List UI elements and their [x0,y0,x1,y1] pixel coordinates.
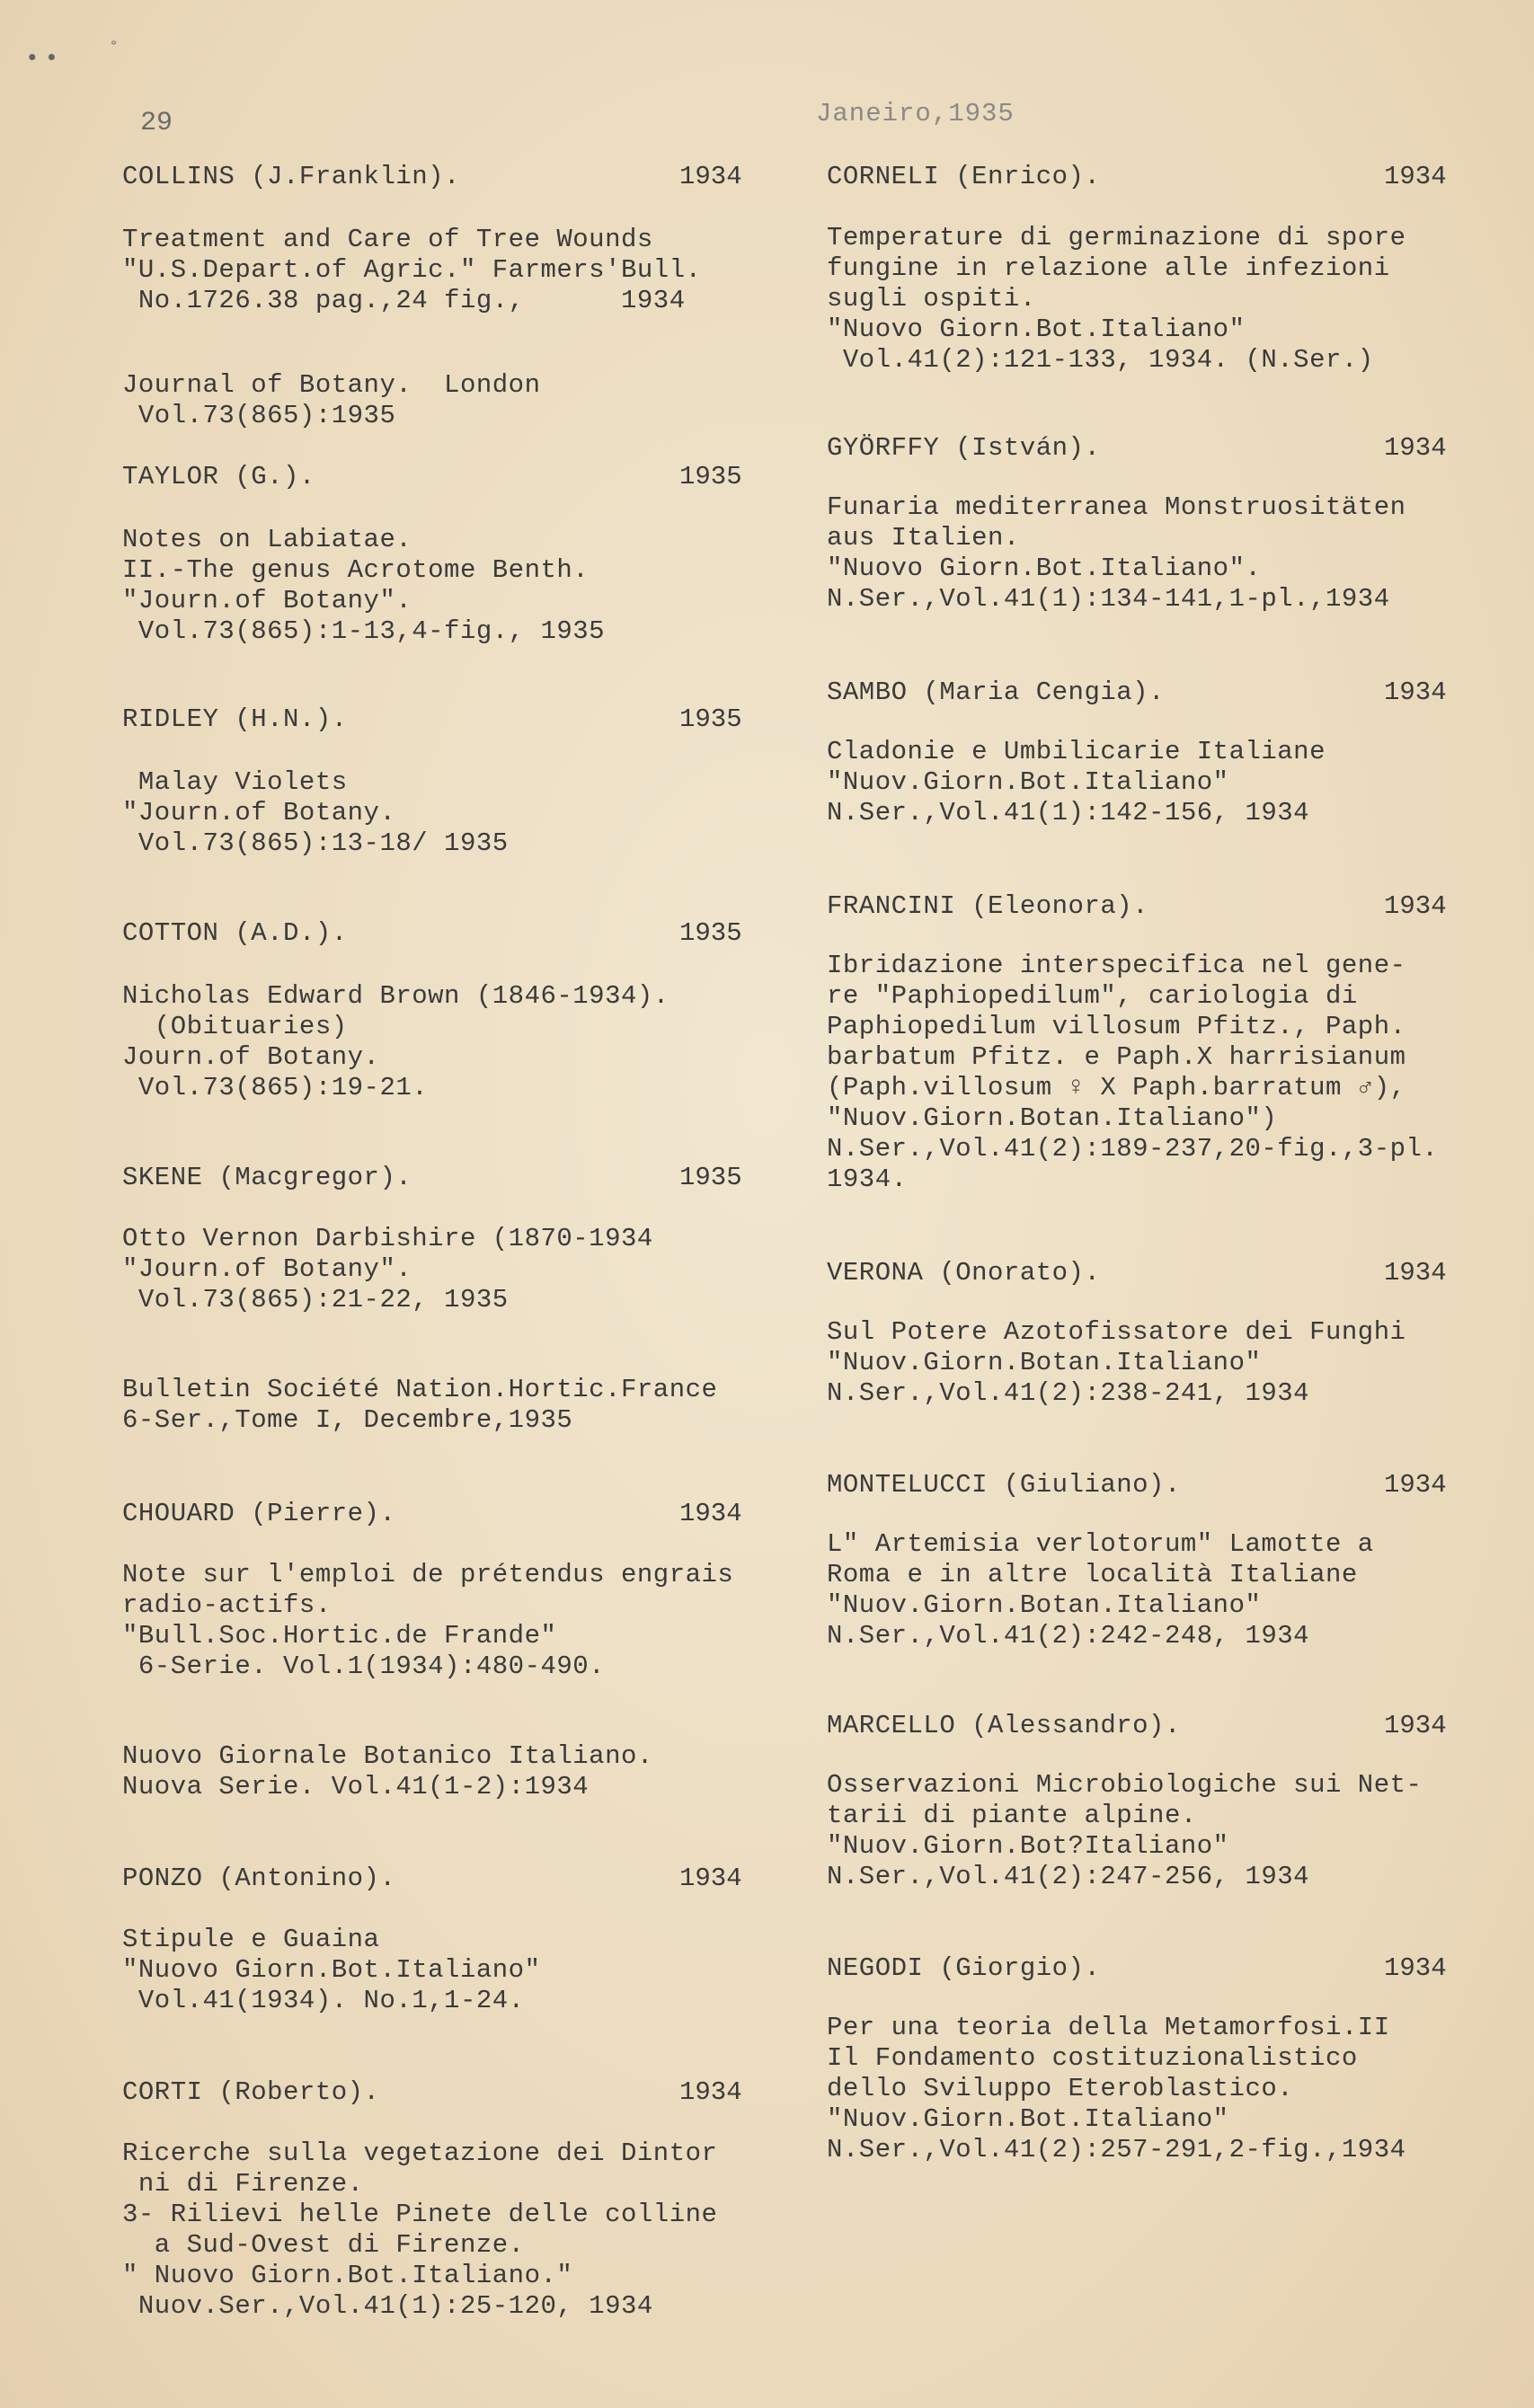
entry-text-line: "Bull.Soc.Hortic.de Frande" [122,1621,557,1651]
entry-text-line: "Nuov.Giorn.Bot.Italiano" [827,2104,1229,2134]
entry-author: SKENE (Macgregor). [122,1163,412,1192]
entry-author: TAYLOR (G.). [122,462,315,491]
entry-author: COLLINS (J.Franklin). [122,162,460,191]
entry-text-line: 1934. [827,1164,908,1194]
entry-text-line: "Journ.of Botany". [122,1254,412,1284]
entry-author: FRANCINI (Eleonora). [827,891,1149,921]
entry-text-line: (Paph.villosum ♀ X Paph.barratum ♂), [827,1073,1406,1102]
entry-year: 1935 [679,1163,742,1192]
entry-text-line: a Sud-Ovest di Firenze. [122,2230,525,2260]
entry-text-line: N.Ser.,Vol.41(2):247-256, 1934 [827,1862,1310,1891]
entry-text-line: Nuov.Ser.,Vol.41(1):25-120, 1934 [122,2291,653,2321]
entry-text-line: Vol.73(865):19-21. [122,1073,429,1102]
entry-text-line: Roma e in altre località Italiane [827,1560,1358,1589]
entry-text-line: II.-The genus Acrotome Benth. [122,555,590,585]
entry-year: 1934 [679,1864,742,1893]
entry-text-line: radio-actifs. [122,1590,332,1620]
entry-text-line: Nuovo Giornale Botanico Italiano. [122,1741,653,1771]
entry-year: 1934 [1384,1258,1447,1288]
entry-text-line: Vol.73(865):21-22, 1935 [122,1285,509,1315]
entry-text-line: Sul Potere Azotofissatore dei Funghi [827,1317,1406,1347]
entry-text-line: Journal of Botany. London [122,370,541,400]
entry-author: RIDLEY (H.N.). [122,704,348,734]
entry-text-line: Nicholas Edward Brown (1846-1934). [122,981,669,1011]
entry-text-line: N.Ser.,Vol.41(2):257-291,2-fig.,1934 [827,2135,1406,2165]
entry-text-line: 6-Ser.,Tome I, Decembre,1935 [122,1405,573,1435]
entry-text-line: 3- Rilievi helle Pinete delle colline [122,2200,718,2229]
entry-author: CORTI (Roberto). [122,2077,380,2107]
entry-year: 1934 [1384,1953,1447,1983]
entry-year: 1934 [679,1499,742,1528]
entry-author: CORNELI (Enrico). [827,162,1101,191]
entry-text-line: Funaria mediterranea Monstruositäten [827,492,1406,522]
entry-text-line: Treatment and Care of Tree Wounds [122,225,653,254]
entry-text-line: L" Artemisia verlotorum" Lamotte a [827,1529,1374,1559]
entry-text-line: Ibridazione interspecifica nel gene- [827,951,1406,980]
entry-year: 1934 [1384,1711,1447,1740]
header-date: Janeiro,1935 [816,99,1015,128]
punch-mark-decoration-small: ˚ [108,40,120,62]
entry-author: PONZO (Antonino). [122,1864,396,1893]
entry-text-line: N.Ser.,Vol.41(1):142-156, 1934 [827,798,1310,828]
entry-author: VERONA (Onorato). [827,1258,1101,1288]
entry-year: 1935 [679,704,742,734]
entry-text-line: "Journ.of Botany". [122,586,412,615]
entry-text-line: fungine in relazione alle infezioni [827,253,1390,283]
entry-text-line: 6-Serie. Vol.1(1934):480-490. [122,1651,606,1681]
entry-year: 1934 [1384,677,1447,707]
entry-text-line: Vol.73(865):1935 [122,401,396,430]
entry-author: NEGODI (Giorgio). [827,1953,1101,1983]
entry-year: 1934 [1384,162,1447,191]
entry-text-line: Stipule e Guaina [122,1925,380,1954]
entry-text-line: Malay Violets [122,767,348,797]
entry-year: 1934 [1384,1470,1447,1500]
entry-text-line: "Nuovo Giorn.Bot.Italiano" [827,314,1246,344]
entry-text-line: "Nuov.Giorn.Botan.Italiano") [827,1103,1278,1133]
punch-mark-decoration: •• [25,45,65,72]
entry-text-line: "Nuovo Giorn.Bot.Italiano". [827,553,1262,583]
entry-author: COTTON (A.D.). [122,918,348,948]
entry-text-line: (Obituaries) [122,1012,348,1041]
entry-text-line: Vol.73(865):13-18/ 1935 [122,828,509,858]
entry-year: 1935 [679,462,742,491]
entry-author: SAMBO (Maria Cengia). [827,677,1165,707]
entry-text-line: " Nuovo Giorn.Bot.Italiano." [122,2261,573,2290]
entry-text-line: Vol.41(1934). No.1,1-24. [122,1986,525,2015]
entry-text-line: Paphiopedilum villosum Pfitz., Paph. [827,1012,1406,1041]
entry-year: 1935 [679,918,742,948]
entry-text-line: "Nuov.Giorn.Bot?Italiano" [827,1831,1229,1861]
entry-year: 1934 [1384,433,1447,463]
entry-text-line: "Journ.of Botany. [122,798,396,828]
entry-text-line: Osservazioni Microbiologiche sui Net- [827,1770,1423,1800]
entry-text-line: Note sur l'emploi de prétendus engrais [122,1560,734,1589]
entry-text-line: Temperature di germinazione di spore [827,223,1406,252]
entry-text-line: "Nuov.Giorn.Botan.Italiano" [827,1348,1262,1377]
entry-text-line: ni di Firenze. [122,2169,364,2199]
entry-year: 1934 [1384,891,1447,921]
page-number: 29 [140,108,173,138]
entry-text-line: dello Sviluppo Eteroblastico. [827,2074,1294,2103]
entry-text-line: "Nuovo Giorn.Bot.Italiano" [122,1955,541,1985]
entry-text-line: N.Ser.,Vol.41(2):238-241, 1934 [827,1378,1310,1408]
entry-text-line: Vol.73(865):1-13,4-fig., 1935 [122,616,606,646]
entry-text-line: Cladonie e Umbilicarie Italiane [827,737,1326,766]
entry-text-line: Otto Vernon Darbishire (1870-1934 [122,1224,653,1253]
entry-text-line: tarii di piante alpine. [827,1801,1197,1830]
entry-text-line: aus Italien. [827,523,1020,553]
entry-text-line: Bulletin Société Nation.Hortic.France [122,1375,718,1404]
entry-text-line: re "Paphiopedilum", cariologia di [827,981,1358,1011]
entry-text-line: N.Ser.,Vol.41(2):189-237,20-fig.,3-pl. [827,1134,1439,1164]
entry-author: MARCELLO (Alessandro). [827,1711,1181,1740]
entry-text-line: Notes on Labiatae. [122,525,412,554]
entry-text-line: N.Ser.,Vol.41(1):134-141,1-pl.,1934 [827,584,1390,614]
entry-text-line: "Nuov.Giorn.Botan.Italiano" [827,1590,1262,1620]
entry-text-line: barbatum Pfitz. e Paph.X harrisianum [827,1042,1406,1072]
entry-year: 1934 [679,162,742,191]
entry-text-line: Per una teoria della Metamorfosi.II [827,2013,1390,2042]
entry-text-line: "Nuov.Giorn.Bot.Italiano" [827,767,1229,797]
entry-text-line: Il Fondamento costituzionalistico [827,2043,1358,2073]
entry-text-line: Ricerche sulla vegetazione dei Dintor [122,2138,718,2168]
entry-text-line: "U.S.Depart.of Agric." Farmers'Bull. [122,255,702,285]
entry-author: MONTELUCCI (Giuliano). [827,1470,1181,1500]
entry-text-line: No.1726.38 pag.,24 fig., 1934 [122,286,686,315]
entry-author: CHOUARD (Pierre). [122,1499,396,1528]
entry-year: 1934 [679,2077,742,2107]
entry-text-line: Vol.41(2):121-133, 1934. (N.Ser.) [827,345,1374,375]
entry-text-line: sugli ospiti. [827,284,1036,314]
entry-text-line: N.Ser.,Vol.41(2):242-248, 1934 [827,1621,1310,1651]
entry-text-line: Nuova Serie. Vol.41(1-2):1934 [122,1772,590,1802]
entry-author: GYÖRFFY (István). [827,433,1101,463]
entry-text-line: Journ.of Botany. [122,1042,380,1072]
